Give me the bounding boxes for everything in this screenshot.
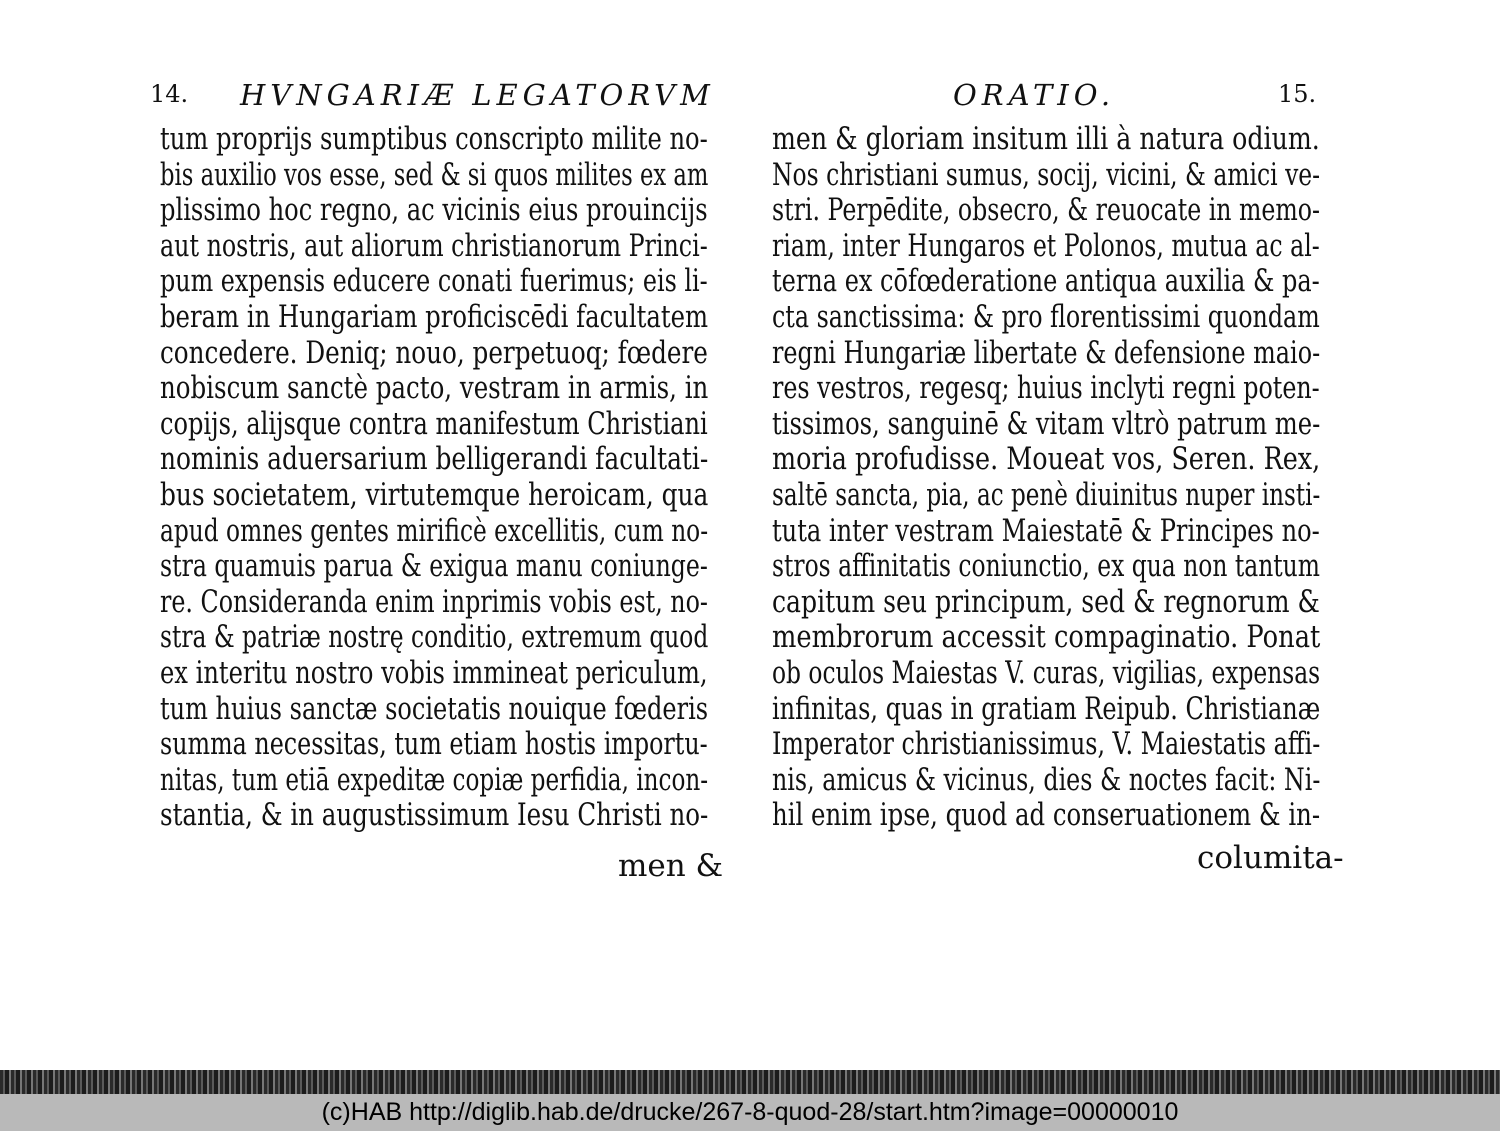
left-page	[0, 0, 750, 1070]
text-line: men & gloriam insitum illi à natura odium.	[772, 121, 1320, 157]
text-line: pum expensis educere conati fuerimus; eis li-	[160, 263, 708, 300]
text-line: tum proprijs sumptibus conscripto milite no-	[160, 121, 708, 157]
text-line: summa necessitas, tum etiam hostis importu-	[160, 726, 708, 763]
text-line: infinitas, quas in gratiam Reipub. Christianæ	[772, 690, 1321, 727]
text-line: nitas, tum etiā expeditæ copiæ perfidia, incon-	[160, 761, 709, 798]
text-line: stra & patriæ nostrę conditio, extremum quod	[160, 619, 709, 656]
running-head-right: ORATIO.	[953, 78, 1116, 112]
text-line: aut nostris, aut aliorum christianorum Princi-	[160, 227, 708, 264]
text-line: Imperator christianissimus, V. Maiestatis affi-	[772, 726, 1321, 763]
copyright-url: (c)HAB http://diglib.hab.de/drucke/267-8-quod-28/start.htm?image=00000010	[321, 1098, 1179, 1126]
catchword-left: men &	[618, 848, 724, 884]
text-line: ob oculos Maiestas V. curas, vigilias, expensas	[772, 654, 1321, 691]
text-line: stri. Perpēdite, obsecro, & reuocate in memo-	[772, 192, 1320, 229]
scan-edge-strip	[0, 1070, 1500, 1094]
text-line: capitum seu principum, sed & regnorum &	[772, 583, 1320, 620]
text-line: nominis aduersarium belligerandi facultati-	[160, 441, 709, 478]
text-line: nis, amicus & vicinus, dies & noctes facit: Ni-	[772, 761, 1321, 798]
page-number-right: 15.	[1278, 80, 1317, 108]
text-line: tissimos, sanguinē & vitam vltrò patrum me-	[772, 405, 1321, 442]
text-line: apud omnes gentes mirificè excellitis, cum no-	[160, 512, 709, 549]
text-line: membrorum accessit compaginatio. Ponat	[772, 619, 1321, 656]
text-line: terna ex cōfœderatione antiqua auxilia & pa-	[772, 263, 1320, 300]
text-line: beram in Hungariam proficiscēdi facultatem	[160, 298, 709, 335]
text-line: bus societatem, virtutemque heroicam, qua	[160, 476, 709, 513]
text-line: Nos christiani sumus, socij, vicini, & amici ve-	[772, 156, 1321, 193]
text-line: regni Hungariæ libertate & defensione maio-	[772, 334, 1321, 371]
text-line: re. Considerandа enim inprimis vobis est, no-	[160, 583, 708, 620]
text-line: hil enim ipse, quod ad conseruationem & in-	[772, 797, 1321, 834]
right-page	[750, 0, 1500, 1070]
footer-bar	[0, 1094, 1500, 1131]
text-line: stantia, & in augustissimum Iesu Christi no-	[160, 797, 709, 834]
page-number-left: 14.	[150, 80, 189, 108]
catchword-right: columita-	[1197, 840, 1344, 876]
text-line: concedere. Deniq; nouo, perpetuoq; fœdere	[160, 334, 708, 371]
text-line: plissimo hoc regno, ac vicinis eius prouincijs	[160, 192, 708, 229]
text-line: riam, inter Hungaros et Polonos, mutua ac al-	[772, 227, 1320, 264]
text-line: moria profudisse. Moueat vos, Seren. Rex,	[772, 441, 1321, 478]
text-line: tuta inter vestram Maiestatē & Principes no-	[772, 512, 1320, 549]
right-page-text	[772, 122, 1320, 834]
running-head-left: HVNGARIÆ LEGATORVM	[240, 78, 715, 112]
text-line: bis auxilio vos esse, sed & si quos milites ex am	[160, 156, 709, 193]
text-line: nobiscum sanctè pacto, vestram in armis, in	[160, 370, 709, 407]
text-line: copijs, alijsque contra manifestum Christiani	[160, 405, 708, 442]
text-line: stros affinitatis coniunctio, ex qua non tantum	[772, 548, 1320, 585]
left-page-text	[160, 122, 708, 834]
text-line: ex interitu nostro vobis immineat periculum,	[160, 654, 708, 691]
text-line: saltē sancta, pia, ac penè diuinitus nuper insti-	[772, 476, 1321, 513]
text-line: stra quamuis parua & exigua manu coniunge-	[160, 548, 708, 585]
text-line: cta sanctissima: & pro florentissimi quondam	[772, 298, 1320, 335]
text-line: tum huius sanctæ societatis nouique fœderis	[160, 690, 709, 727]
text-line: res vestros, regesq; huius inclyti regni poten-	[772, 370, 1320, 407]
